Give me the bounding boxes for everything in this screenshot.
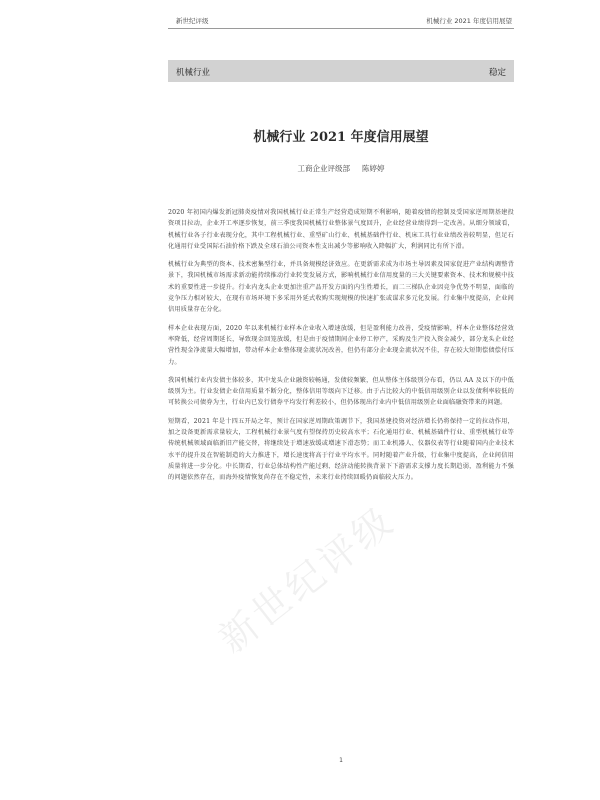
report-body bbox=[168, 207, 514, 491]
sector-banner bbox=[168, 60, 514, 82]
header-publisher: 新世纪评级 bbox=[176, 17, 209, 25]
paragraph: 机械行业为典型的资本、技术密集型行业，并具备规模经济效应。在更新需求成为市场主导因素及国家促进产业结构调整背景下，我国机械市场需求新动能持续推动行业转变发展方式，影响机械行业信用度量的三大关键要素资本、技术和规模中技术的重要性进一步提升。行业内龙头企业更加注重产品开发方面的内生性增长，而二三梯队企业因竞争优势不明显，面临的竞争压力相对较大，在现有市场环境下多采用外延式收购实现规模的快速扩张或谋求多元化发展。行业集中度提高，企业间信用质量存在分化。 bbox=[168, 261, 514, 314]
paragraph: 我国机械行业内发债主体较多，其中龙头企业融资较畅通，发债较频繁，但从整体主体级别分布看，仍以 AA 及以下的中低级别为主。行业发债企业信用质量不断分化，整体信用等级向下迁移。由于占比较大的中低信用级别企业以发债利率较低的可转换公司债券为主，行业内已发行债券平均发行利差较小，但仍体现出行业内中低信用级别企业面临融资带来的问题。 bbox=[168, 376, 514, 407]
author-name: 陈婷婷 bbox=[362, 164, 385, 173]
department: 工商企业评级部 bbox=[297, 164, 350, 173]
report-title: 机械行业 2021 年度信用展望 bbox=[253, 130, 429, 145]
author-line bbox=[168, 163, 514, 174]
sector-label: 机械行业 bbox=[176, 68, 211, 78]
page-number: 1 bbox=[339, 757, 343, 764]
paragraph: 2020 年初国内爆发新冠肺炎疫情对我国机械行业正常生产经营造成短期不利影响，随着疫情的控制及受国家逆周期基建投资项目拉动，企业开工率逐步恢复，前三季度我国机械行业整体景气度回升，企业经营业绩得到一定改善。从细分领域看，机械行业各子行业表现分化，其中工程机械行业、重型矿山行业、机械基础件行业、机床工具行业业绩改善较明显，但足石化通用行业受国际石油价格下跌及全球石油公司资本性支出减少等影响收入降幅扩大，利润同比有所下滑。 bbox=[168, 209, 514, 250]
outlook-label: 稳定 bbox=[488, 68, 506, 78]
header-report-name: 机械行业 2021 年度信用展望 bbox=[426, 17, 512, 25]
paragraph: 样本企业表现方面，2020 年以来机械行业样本企业收入增速放缓，但是盈利能力改善，受疫情影响，样本企业整体经营效率降低，经营周期延长，导致现金回笼放缓，但是由于疫情期间企业停工停产，采购及生产投入资金减少，部分龙头企业经营性现金净流量大幅增加，带动样本企业整体现金流状况改善，但仍有部分企业现金流状况不佳，存在较大短期偿债偿付压力。 bbox=[168, 324, 514, 366]
watermark: 新世纪评级 bbox=[210, 497, 404, 662]
running-header bbox=[168, 14, 514, 29]
paragraph: 短期看，2021 年是十四五开局之年，预计在国家逆周期政策调节下，我国基建投资对经济增长仍将保持一定的拉动作用，加之设备更新需求量较大，工程机械行业景气度有望保持历史较高水平；石化通用行业、机械基础件行业、重型机械行业等传统机械领域面临新旧产能交替，将继续处于增速放缓或增速下滑态势；而工业机器人、仪器仪表等行业随着国内企业技术水平的提升及在智能制造的大力推进下，增长速度将高于行业平均水平。同时随着产业升级，行业集中度提高，企业间信用质量将进一步分化。中长期看，行业总体结构性产能过剩、经济动能转换背景下下游需求支撑力度长期趋弱，盈利能力不强的问题依然存在，而海外疫情恢复尚存在不稳定性，未来行业持续回暖仍面临较大压力。 bbox=[168, 417, 514, 482]
